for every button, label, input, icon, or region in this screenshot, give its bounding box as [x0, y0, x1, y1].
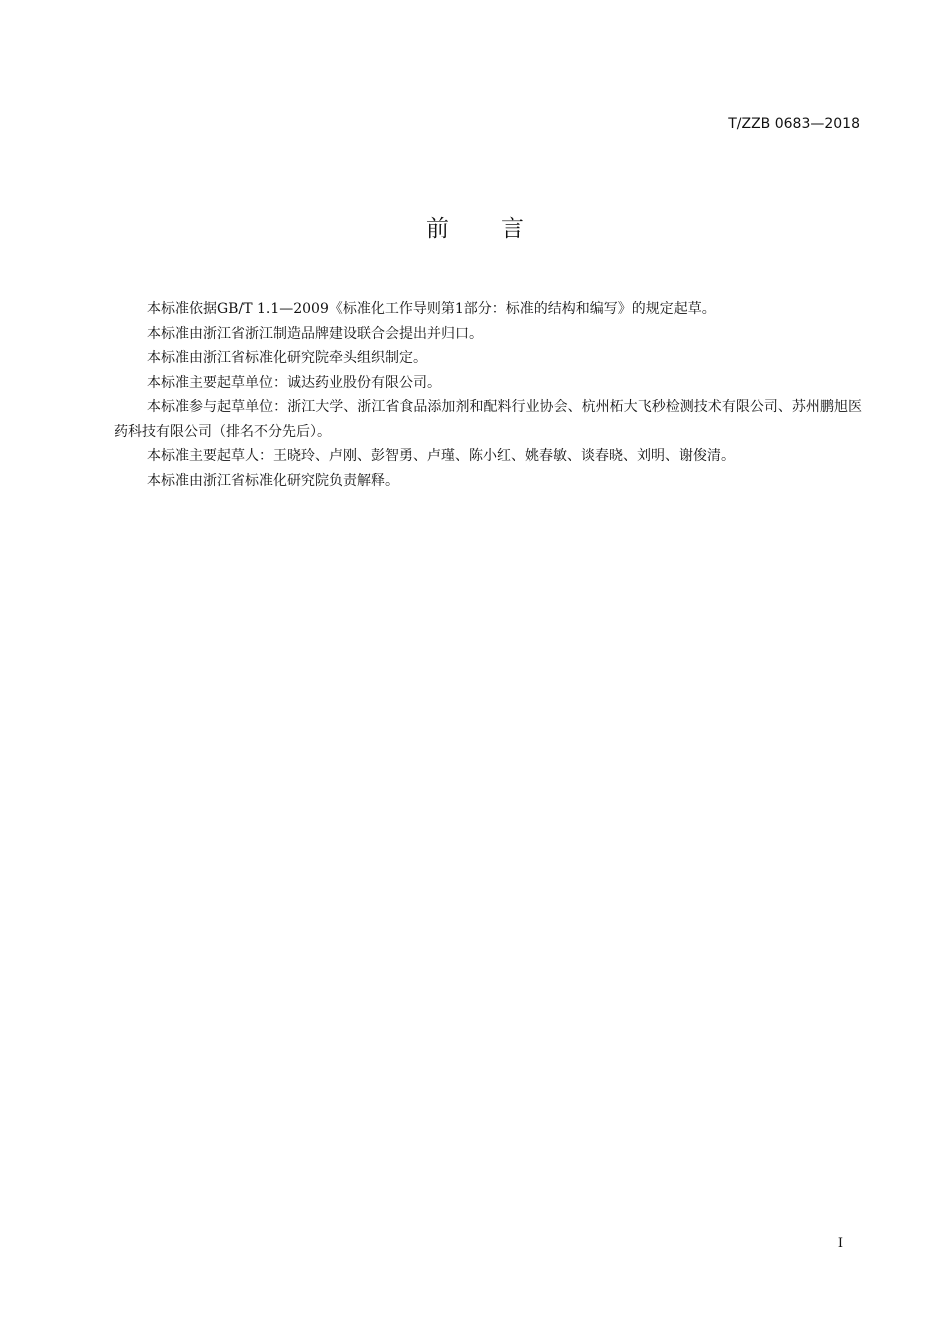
paragraph-interpretation: 本标准由浙江省标准化研究院负责解释。 [147, 472, 399, 489]
preface-body [114, 297, 862, 493]
paragraph-proposer: 本标准由浙江省浙江制造品牌建设联合会提出并归口。 [147, 325, 483, 342]
paragraph-participating-units: 本标准参与起草单位：浙江大学、浙江省食品添加剂和配料行业协会、杭州柘大飞秒检测技术有限公司、苏州鹏旭医药科技有限公司（排名不分先后）。 [114, 399, 862, 440]
page-number: I [837, 1236, 843, 1251]
paragraph-organizer: 本标准由浙江省标准化研究院牵头组织制定。 [147, 350, 427, 366]
paragraph-main-drafting-unit: 本标准主要起草单位：诚达药业股份有限公司。 [147, 374, 441, 391]
document-code: T/ZZB 0683—2018 [728, 116, 860, 132]
paragraph-drafting-basis: 本标准依据GB/T 1.1—2009《标准化工作导则第1部分：标准的结构和编写》的规定起草。 [147, 301, 716, 317]
page-title: 前言 [426, 216, 576, 242]
paragraph-main-drafters: 本标准主要起草人：王晓玲、卢刚、彭智勇、卢瑾、陈小红、姚春敏、谈春晓、刘明、谢俊清。 [147, 448, 735, 464]
